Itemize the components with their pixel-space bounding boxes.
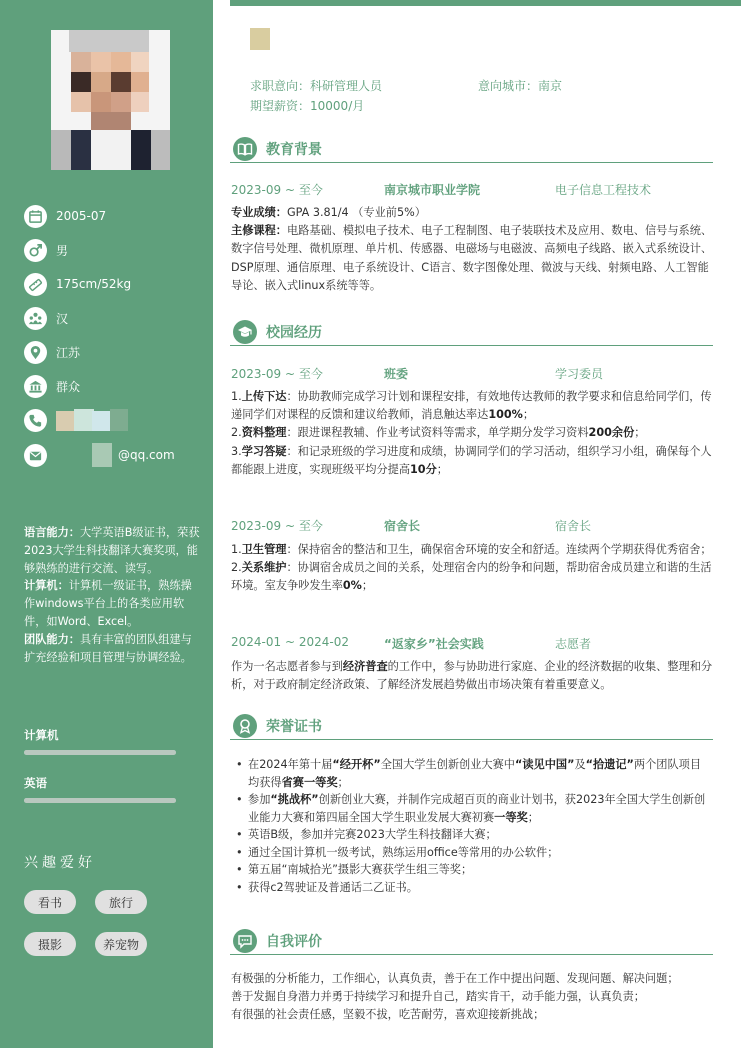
info-hometown <box>24 340 80 364</box>
skill-bar-label-computer: 计算机 <box>24 728 59 742</box>
campus-role-3: 志愿者 <box>555 637 592 651</box>
campus-row-class-committee <box>231 365 711 381</box>
male-icon <box>24 239 47 262</box>
honors-list <box>236 756 712 896</box>
location-pin-icon <box>24 341 47 364</box>
phone-icon <box>24 409 47 432</box>
honor-item <box>236 861 712 879</box>
self-eval-line: 有很强的社会责任感，坚毅不拔，吃苦耐劳，喜欢迎接新挑战； <box>231 1008 545 1022</box>
lang-skill-label: 语言能力： <box>24 526 80 539</box>
item-strong: 10分 <box>410 462 437 476</box>
item-strong: 100% <box>488 408 523 422</box>
honor-strong: “经开杯” <box>332 758 381 771</box>
item-title: 卫生管理 <box>241 543 287 556</box>
gender-text: 男 <box>56 243 69 258</box>
bank-icon <box>24 375 47 398</box>
honor-text: 在2024年第十届 <box>248 758 333 771</box>
honor-text: 参加 <box>248 793 271 806</box>
honor-text: 两个团队项目均获得 <box>248 758 702 789</box>
item-strong: 0% <box>342 579 362 593</box>
city-intent <box>478 77 562 94</box>
item-end: ； <box>634 426 646 440</box>
campus-date-1: 2023-09 ~ 至今 <box>231 367 323 381</box>
gpa-value: GPA 3.81/4 （专业前5%） <box>286 206 426 219</box>
honor-text: ； <box>527 810 539 824</box>
city-intent-label: 意向城市： <box>478 79 539 93</box>
name-redacted-block <box>250 28 270 50</box>
honor-text: 通过全国计算机一级考试，熟练运用office等常用的办公软件； <box>248 845 559 859</box>
campus-row-dorm <box>231 517 711 533</box>
hobby-tag-travel: 旅行 <box>95 890 147 914</box>
campus-org-2: 宿舍长 <box>384 519 421 533</box>
avatar <box>51 30 170 170</box>
hobbies-title: 兴趣爱好 <box>24 855 96 871</box>
info-political <box>24 374 80 398</box>
ruler-icon <box>24 273 47 296</box>
job-intent-value: 科研管理人员 <box>310 79 383 93</box>
section-title-self-eval: 自我评价 <box>266 934 322 950</box>
campus-org-3: “返家乡”社会实践 <box>384 637 484 651</box>
honor-text: 及 <box>574 758 586 771</box>
item-num: 1. <box>231 543 242 556</box>
book-icon <box>233 137 257 161</box>
salary-label: 期望薪资： <box>250 99 311 113</box>
chat-icon <box>233 929 257 953</box>
honor-strong: 一等奖 <box>494 810 528 824</box>
graduation-cap-icon <box>233 320 257 344</box>
calendar-icon <box>24 205 47 228</box>
hometown-text: 江苏 <box>56 345 81 360</box>
item-text: ：协助教师完成学习计划和课程安排，有效地传达教师的教学要求和信息给同学们，传递同学们对课程的反馈和建议给教师，消息触达率达 <box>231 390 712 422</box>
education-school: 南京城市职业学院 <box>384 183 481 197</box>
section-title-education: 教育背景 <box>266 142 322 158</box>
comp-skill-label: 计算机： <box>24 579 69 593</box>
item-title: 关系维护 <box>241 561 287 575</box>
self-eval-line: 善于发掘自身潜力并勇于持续学习和提升自己，踏实肯干，动手能力强，认真负责； <box>231 990 645 1004</box>
honor-text: ； <box>337 775 349 789</box>
salary-intent <box>250 97 364 114</box>
section-title-campus: 校园经历 <box>266 325 322 341</box>
salary-value: 10000/月 <box>310 99 365 113</box>
lang-skill-text: 大学英语B级证书，荣获2023大学生科技翻译大赛奖项，能够熟练的进行交流、读写。 <box>24 526 200 575</box>
gpa-label: 专业成绩： <box>231 206 287 219</box>
info-gender <box>24 238 68 262</box>
section-education <box>230 137 713 163</box>
info-birth <box>24 204 106 228</box>
honor-strong: “读见中国” <box>514 758 575 771</box>
honor-text: 英语B级，参加并完赛2023大学生科技翻译大赛； <box>248 828 497 841</box>
ethnicity-text: 汉 <box>56 311 69 326</box>
skills-description <box>24 524 200 666</box>
birth-text: 2005-07 <box>56 209 107 223</box>
email-text: @qq.com <box>118 448 175 462</box>
city-intent-value: 南京 <box>538 79 563 93</box>
comp-skill-text: 计算机一级证书，熟练操作windows平台上的各类应用软件，如Word、Excel。 <box>24 579 192 628</box>
campus-details-3 <box>231 658 713 694</box>
campus-date-2: 2023-09 ~ 至今 <box>231 519 323 533</box>
honor-item <box>236 879 712 897</box>
info-email <box>24 443 175 467</box>
email-redacted <box>56 443 118 467</box>
campus-org-1: 班委 <box>384 367 409 381</box>
section-title-honors: 荣誉证书 <box>266 719 322 735</box>
item-num: 2. <box>231 426 242 440</box>
item-text: ：协调宿舍成员之间的关系，处理宿舍内的纷争和问题，帮助宿舍成员建立和谐的生活环境。室友争吵发生率 <box>231 561 712 593</box>
award-icon <box>233 714 257 738</box>
item-end: ； <box>361 579 374 593</box>
education-date: 2023-09 ~ 至今 <box>231 183 323 197</box>
honor-text: 全国大学生创新创业大赛中 <box>380 758 515 771</box>
job-intent-label: 求职意向： <box>250 79 311 93</box>
skill-bar-fill-computer <box>24 750 176 755</box>
item-end: ； <box>522 408 535 422</box>
honor-text: 第五届“南城拾光”摄影大赛获学生组三等奖； <box>248 863 473 876</box>
practice-text-end: 的工作中，参与协助进行家庭、企业的经济数据的收集、整理和分析，对于政府制定经济政策、了解经济发展趋势做出市场决策有着重要意义。 <box>231 660 713 692</box>
item-text: ：跟进课程教辅、作业考试资料等需求，单学期分发学习资料 <box>286 426 589 440</box>
self-eval-line: 有极强的分析能力，工作细心，认真负责，善于在工作中提出问题、发现问题、解决问题； <box>231 972 679 985</box>
campus-role-1: 学习委员 <box>555 367 604 381</box>
phone-redacted <box>56 409 128 431</box>
item-title: 资料整理 <box>241 426 287 440</box>
item-strong: 200余份 <box>588 426 635 440</box>
item-num: 2. <box>231 561 242 575</box>
info-ethnicity <box>24 306 68 330</box>
height-weight-text: 175cm/52kg <box>56 277 132 291</box>
info-phone <box>24 408 128 432</box>
section-self-eval <box>230 929 713 955</box>
honor-text: 获得c2驾驶证及普通话二乙证书。 <box>248 880 418 894</box>
top-accent-bar <box>230 0 741 6</box>
item-text: ：保持宿舍的整洁和卫生，确保宿舍环境的安全和舒适。连续两个学期获得优秀宿舍； <box>286 543 712 556</box>
honor-strong: “挑战杯” <box>270 793 319 806</box>
item-num: 3. <box>231 444 242 458</box>
item-text: ：和记录班级的学习进度和成绩，协调同学们的学习活动，组织学习小组，确保每个人都能跟上进度，实现班级平均分提高 <box>231 444 712 476</box>
mail-icon <box>24 444 47 467</box>
education-major: 电子信息工程技术 <box>555 183 652 197</box>
section-honors <box>230 714 713 740</box>
item-end: ； <box>436 462 448 476</box>
campus-date-3: 2024-01 ~ 2024-02 <box>231 635 349 649</box>
campus-details-2 <box>231 541 713 596</box>
honor-item <box>236 826 712 844</box>
political-text: 群众 <box>56 379 81 394</box>
campus-role-2: 宿舍长 <box>555 519 592 533</box>
hobby-tag-reading: 看书 <box>24 890 76 914</box>
job-intent <box>250 77 382 94</box>
hobby-tag-photography: 摄影 <box>24 932 76 956</box>
skill-bar-fill-english <box>24 798 176 803</box>
honor-item <box>236 791 712 826</box>
section-campus <box>230 320 713 346</box>
skill-bar-english <box>24 798 176 803</box>
practice-strong: 经济普查 <box>342 660 388 673</box>
team-skill-label: 团队能力： <box>24 632 80 646</box>
item-title: 学习答疑 <box>241 444 287 458</box>
honor-item <box>236 756 712 791</box>
skill-bar-label-english: 英语 <box>24 776 47 790</box>
team-skill-text: 具有丰富的团队组建与扩充经验和项目管理与协调经验。 <box>24 632 192 664</box>
honor-strong: 省赛一等奖 <box>281 775 338 789</box>
courses-label: 主修课程： <box>231 224 287 238</box>
education-details <box>231 204 713 295</box>
honor-text: 创新创业大赛，并制作完成超百页的商业计划书，获2023年全国大学生创新创业能力大赛和第四届全国大学生职业发展大赛初赛 <box>248 793 706 824</box>
education-row <box>231 181 711 197</box>
honor-item <box>236 844 712 862</box>
skill-bar-computer <box>24 750 176 755</box>
people-icon <box>24 307 47 330</box>
practice-text: 作为一名志愿者参与到 <box>231 660 343 673</box>
sidebar <box>0 0 213 1048</box>
info-height-weight <box>24 272 131 296</box>
item-title: 上传下达 <box>241 390 287 403</box>
hobby-tag-pets: 养宠物 <box>95 932 147 956</box>
courses-value: 电路基础、模拟电子技术、电子工程制图、电子装联技术及应用、数电、信号与系统、数字信号处理、微机原理、单片机、传感器、电磁场与电磁波、高频电子线路、嵌入式系统设计、DSP原理、通信原理、电子系统设计、C语言、数字图像处理、微波与天线、射频电路、人工智能导论、嵌入式linux系统等等。 <box>231 224 713 292</box>
campus-row-social-practice <box>231 635 711 651</box>
self-eval-text <box>231 970 713 1025</box>
item-num: 1. <box>231 390 242 403</box>
campus-details-1 <box>231 388 713 479</box>
honor-strong: “拾遗记” <box>585 758 634 771</box>
